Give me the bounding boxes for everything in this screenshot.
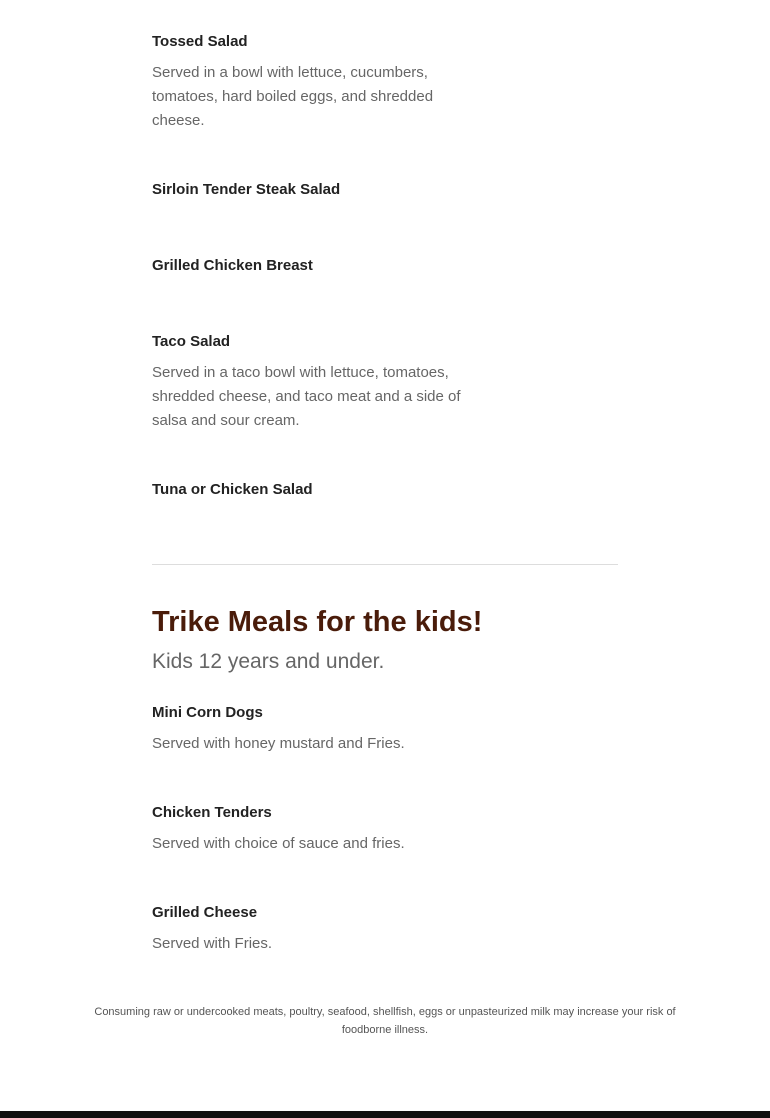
menu-item-name: Grilled Chicken Breast: [152, 257, 313, 274]
menu-item-description: Served with choice of sauce and fries.: [152, 835, 405, 852]
menu-item-grilled-chicken-breast: [152, 255, 482, 277]
menu-item-mini-corn-dogs: [152, 702, 482, 756]
menu-item-name: Chicken Tenders: [152, 804, 272, 821]
menu-item-description: Served in a bowl with lettuce, cucumbers, tomatoes, hard boiled eggs, and shredded cheese.: [152, 64, 434, 129]
menu-item-name: Taco Salad: [152, 333, 231, 350]
menu-item-name: Tossed Salad: [152, 33, 248, 50]
menu-item-grilled-cheese: [152, 902, 482, 956]
menu-item-description: Served with honey mustard and Fries.: [152, 735, 405, 752]
menu-item-tossed-salad: [152, 31, 482, 133]
menu-item-name: Tuna or Chicken Salad: [152, 481, 313, 498]
kids-section-subtitle: Kids 12 years and under.: [152, 650, 385, 673]
menu-item-name: Mini Corn Dogs: [152, 704, 263, 721]
menu-item-taco-salad: [152, 331, 482, 433]
menu-item-tuna-chicken-salad: [152, 479, 482, 501]
menu-item-name: Sirloin Tender Steak Salad: [152, 181, 341, 198]
menu-item-description: Served with Fries.: [152, 935, 273, 952]
menu-item-chicken-tenders: [152, 802, 482, 856]
menu-item-description: Served in a taco bowl with lettuce, tomatoes, shredded cheese, and taco meat and a side of salsa and sour cream.: [152, 364, 461, 429]
menu-item-sirloin-steak-salad: [152, 179, 482, 201]
kids-section-title: Trike Meals for the kids!: [152, 606, 483, 638]
section-divider: [152, 564, 618, 565]
food-safety-disclaimer: Consuming raw or undercooked meats, poultry, seafood, shellfish, eggs or unpasteurized milk may increase your risk of foodborne illness.: [94, 1006, 676, 1036]
footer-bar: [0, 1111, 770, 1118]
menu-item-name: Grilled Cheese: [152, 904, 258, 921]
